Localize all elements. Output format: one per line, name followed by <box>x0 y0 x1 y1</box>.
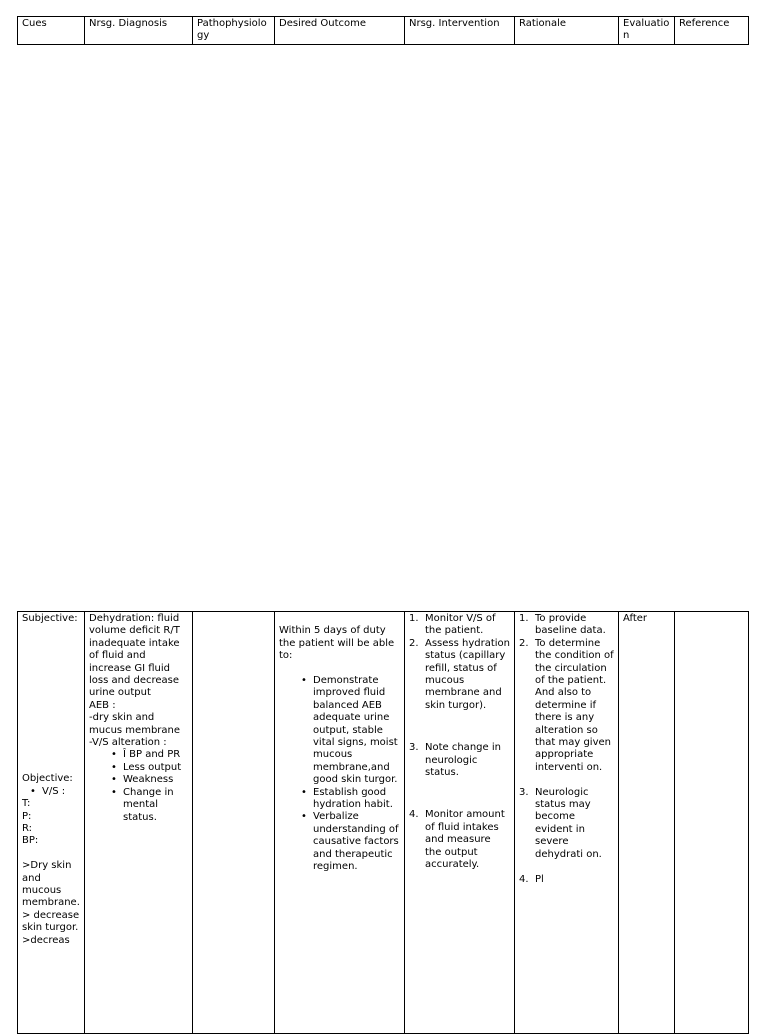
intervention-number: 2. <box>409 637 419 649</box>
diagnosis-bullet: • Less output <box>109 762 188 774</box>
rationale-text: To determine the condition of the circulation of the patient. And also to determine if there is any alteration so that may given appropriate interventi on. <box>535 637 614 773</box>
vital-bp: BP: <box>22 835 39 847</box>
rationale-list <box>519 613 614 886</box>
intervention-text: Monitor V/S of the patient. <box>425 613 496 637</box>
outcome-bullet: • Establish good hydration habit. <box>295 787 400 812</box>
rationale-number: 1. <box>519 613 529 624</box>
rationale-number: 2. <box>519 637 529 649</box>
cues-blank-line <box>22 848 80 860</box>
diagnosis-aeb-line: -dry skin and mucus membrane <box>89 712 181 736</box>
intervention-item <box>409 809 510 871</box>
care-plan-header-table <box>17 16 749 45</box>
objective-vs-item: • V/S : <box>28 786 80 798</box>
intervention-item <box>409 613 510 638</box>
rationale-number: 3. <box>519 786 529 798</box>
diagnosis-bullet: • Weakness <box>109 774 188 786</box>
rationale-number: 4. <box>519 873 529 885</box>
vital-t: T: <box>22 798 31 810</box>
header-reference: Reference <box>675 17 749 45</box>
intervention-text: Assess hydration status (capillary refill, status of mucous membrane and skin turgor). <box>425 637 511 711</box>
header-pathophysiology: Pathophysiology <box>193 17 275 45</box>
vital-r: R: <box>22 823 33 835</box>
diagnosis-aeb-label: AEB : <box>89 699 116 711</box>
finding-skin-turgor: > decrease skin turgor. <box>22 909 80 934</box>
intervention-gap <box>409 712 510 742</box>
rationale-item <box>519 613 614 638</box>
rationale-gap <box>519 774 614 786</box>
finding-decrease: >decreas <box>22 934 70 946</box>
header-desired-outcome: Desired Outcome <box>275 17 405 45</box>
rationale-gap <box>519 861 614 873</box>
body-row <box>18 612 749 1034</box>
rationale-cell <box>515 612 619 1034</box>
intervention-text: Note change in neurologic status. <box>425 742 501 779</box>
diagnosis-list <box>89 749 188 823</box>
outcome-blank-line <box>279 663 400 675</box>
header-nursing-intervention: Nrsg. Intervention <box>405 17 515 45</box>
outcome-list <box>279 675 400 874</box>
intervention-list <box>409 613 510 872</box>
finding-dry-skin: >Dry skin and mucous membrane. <box>22 860 80 909</box>
intervention-item <box>409 742 510 779</box>
diagnosis-bullet: • Change in mental status. <box>109 787 188 824</box>
cues-spacer <box>22 625 80 773</box>
objective-label: Objective: <box>22 773 73 785</box>
rationale-item <box>519 787 614 861</box>
outcome-cell <box>275 612 405 1034</box>
intervention-cell <box>405 612 515 1034</box>
rationale-text: Neurologic status may become evident in severe dehydrati on. <box>535 786 602 860</box>
vital-p: P: <box>22 810 32 822</box>
evaluation-cell: After <box>619 612 675 1034</box>
outcome-bullet: • Demonstrate improved fluid balanced AEB adequate urine output, stable vital signs, moist mucous membrane,and good skin turgor. <box>295 675 400 787</box>
diagnosis-text: Dehydration: fluid volume deficit R/T inadequate intake of fluid and increase GI fluid loss and decrease urine output <box>89 613 180 699</box>
intervention-item <box>409 638 510 712</box>
diagnosis-aeb-line: -V/S alteration : <box>89 737 167 749</box>
rationale-item <box>519 874 614 886</box>
intervention-number: 4. <box>409 809 419 821</box>
outcome-bullet: • Verbalize understanding of causative factors and therapeutic regimen. <box>295 811 400 873</box>
care-plan-body-table <box>17 611 749 1034</box>
header-rationale: Rationale <box>515 17 619 45</box>
intervention-number: 3. <box>409 742 419 754</box>
header-evaluation: Evaluation <box>619 17 675 45</box>
header-nursing-diagnosis: Nrsg. Diagnosis <box>85 17 193 45</box>
intervention-text: Monitor amount of fluid intakes and measure the output accurately. <box>425 809 505 871</box>
outcome-intro: Within 5 days of duty the patient will be able to: <box>279 625 395 662</box>
diagnosis-bullet: • Î BP and PR <box>109 749 188 761</box>
subjective-label: Subjective: <box>22 613 78 624</box>
header-cues: Cues <box>18 17 85 45</box>
header-row <box>18 17 749 45</box>
cues-cell <box>18 612 85 1034</box>
outcome-blank-line <box>279 613 400 625</box>
reference-cell <box>675 612 749 1034</box>
rationale-text: To provide baseline data. <box>535 613 606 637</box>
objective-list <box>22 786 80 798</box>
rationale-text: Pl <box>535 873 544 885</box>
diagnosis-cell <box>85 612 193 1034</box>
intervention-number: 1. <box>409 613 419 624</box>
pathophysiology-cell <box>193 612 275 1034</box>
intervention-gap <box>409 779 510 809</box>
rationale-item <box>519 638 614 774</box>
